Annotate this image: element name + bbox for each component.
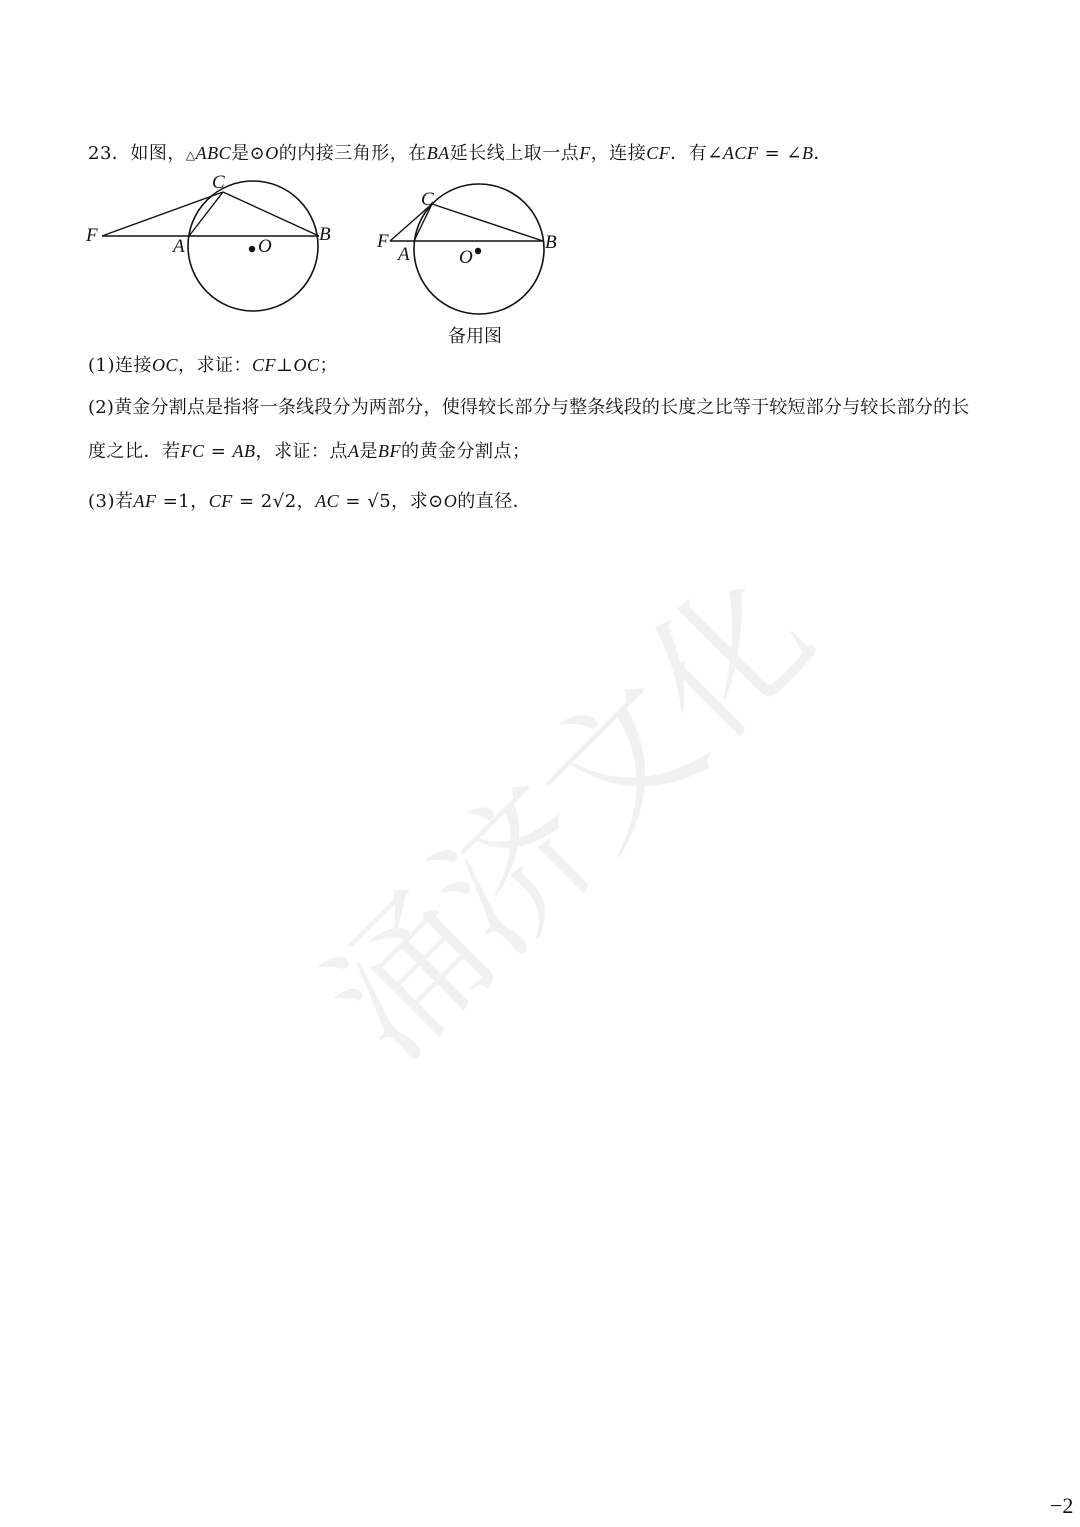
q3-math: CF [208, 491, 233, 511]
q2-math: A [348, 441, 360, 461]
segment-cb [432, 204, 543, 241]
label-f: F [86, 225, 98, 246]
q2-math: AB [232, 441, 256, 461]
q3-text: =1， [156, 491, 209, 512]
q1-math: CF [252, 355, 277, 375]
stem-math: B [801, 143, 814, 163]
segment-fc [102, 192, 223, 236]
stem-text: 延长线上取一点 [449, 143, 580, 164]
q2-text: = [204, 441, 233, 462]
stem-text: ，连接 [590, 143, 647, 164]
q3-math: AC [315, 491, 340, 511]
q2-text: 度之比．若 [88, 441, 181, 462]
q2-math: BF [378, 441, 402, 461]
backup-figure [370, 180, 570, 324]
q3-math: O [443, 491, 458, 511]
label-o: O [459, 247, 473, 268]
q1-text: (1)连接 [88, 355, 152, 376]
label-b: B [319, 224, 331, 245]
label-c: C [421, 189, 434, 210]
q1-text: ； [319, 355, 338, 376]
q1-text: ，求证： [178, 355, 253, 376]
question-3 [88, 490, 531, 513]
main-figure-svg [80, 170, 350, 320]
q3-text: (3)若 [88, 491, 134, 512]
backup-figure-svg [370, 180, 570, 320]
label-c: C [212, 172, 225, 193]
stem-text: 的内接三角形，在 [278, 143, 427, 164]
q2-text: 是 [359, 441, 379, 462]
q2-text: 的黄金分割点； [401, 441, 531, 462]
stem-math: CF [646, 143, 671, 163]
q1-math: OC [293, 355, 320, 375]
perpendicular-symbol: ⊥ [276, 355, 294, 376]
question-2-line-1: (2)黄金分割点是指将一条线段分为两部分，使得较长部分与整条线段的长度之比等于较短部分与较长部分的长 [88, 397, 970, 418]
q2-math: FC [180, 441, 205, 461]
label-a: A [398, 244, 410, 265]
question-2-line-2 [88, 440, 531, 463]
stem-text: 如图， [130, 143, 186, 164]
label-o: O [258, 236, 272, 257]
page-number: −2 [1050, 1493, 1074, 1518]
label-b: B [545, 232, 557, 253]
stem-math: O [265, 143, 279, 163]
label-f: F [377, 231, 389, 252]
backup-caption: 备用图 [448, 326, 502, 347]
question-1 [88, 354, 338, 377]
stem-text: = ∠ [758, 143, 802, 164]
q3-text: 的直径． [457, 491, 532, 512]
stem-math: ACF [722, 143, 759, 163]
stem-math: BA [426, 143, 450, 163]
q1-math: OC [152, 355, 179, 375]
q3-text: = √5，求⊙ [339, 491, 444, 512]
main-figure [80, 170, 350, 324]
segment-cb [223, 192, 319, 236]
stem-math: ABC [195, 143, 232, 163]
watermark: 涌济文化 [296, 544, 844, 1092]
stem-math: F [579, 143, 591, 163]
center-dot [475, 248, 481, 254]
triangle-symbol: △ [185, 148, 196, 162]
label-a: A [173, 236, 185, 257]
q3-text: = 2√2， [232, 491, 316, 512]
stem-text: 是⊙ [231, 143, 266, 164]
center-dot [249, 246, 255, 252]
stem-text: ．有∠ [670, 143, 723, 164]
q3-math: AF [133, 491, 157, 511]
problem-stem [88, 142, 832, 166]
stem-text: ． [813, 143, 832, 164]
problem-number: 23． [88, 143, 131, 164]
q2-text: ，求证：点 [255, 441, 349, 462]
